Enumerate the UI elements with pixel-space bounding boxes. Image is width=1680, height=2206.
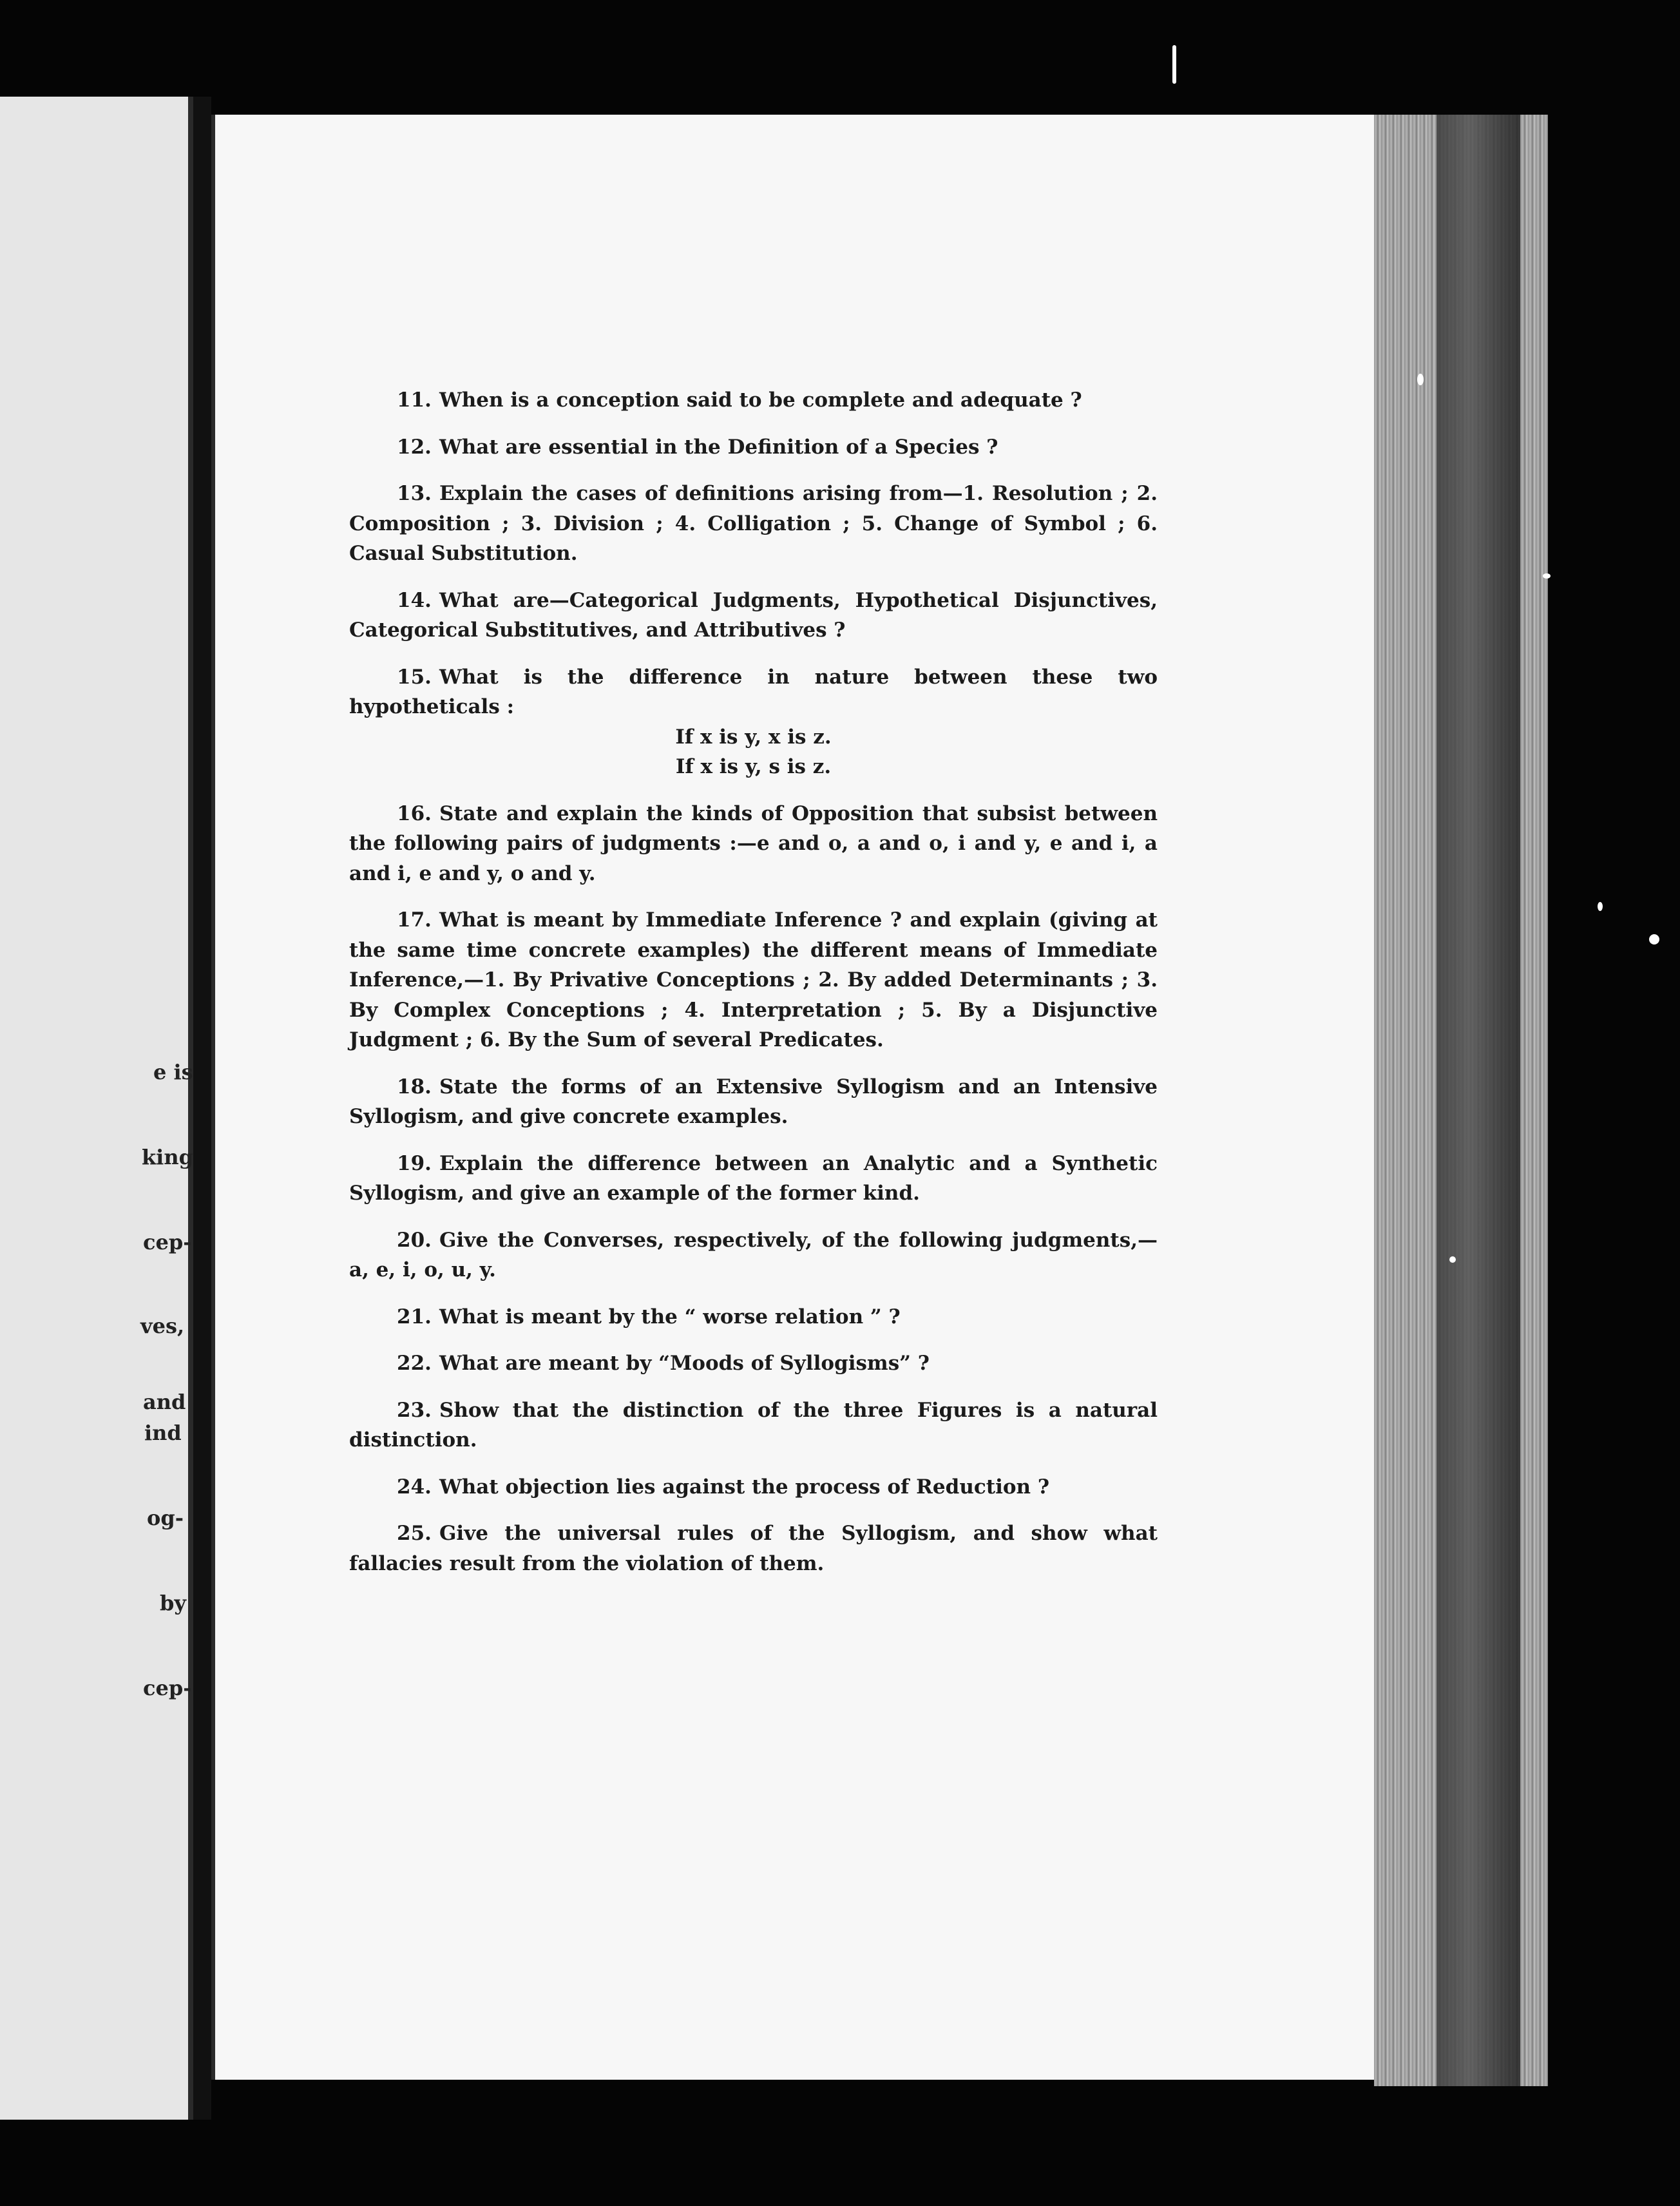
question-text: What are meant by “Moods of Syllogisms” ?: [439, 1352, 930, 1375]
question-number: 19.: [397, 1151, 432, 1175]
question-number: 23.: [397, 1398, 432, 1422]
scan-speck: [1649, 934, 1659, 945]
page-block-shadow: [1437, 115, 1520, 2086]
question-number: 21.: [397, 1305, 432, 1328]
left-page-fragment: og-: [147, 1506, 184, 1530]
question-item: [349, 432, 1158, 463]
question-text: Show that the distinction of the three Figures is a natural distinction.: [349, 1398, 1158, 1452]
left-page-fragment: cep-: [143, 1230, 192, 1254]
question-number: 11.: [397, 388, 432, 412]
question-item: [349, 1149, 1158, 1209]
question-text: What are essential in the Definition of a Species ?: [439, 435, 998, 459]
question-text: Explain the cases of definitions arising from—1. Resolution ; 2. Composition ; 3. Division ; 4. Colligation ; 5. Change of Symbol ; 6. Casual Substitution.: [349, 482, 1158, 565]
question-text: What objection lies against the process of Reduction ?: [439, 1475, 1050, 1499]
left-page-fragment: ves,: [140, 1314, 185, 1338]
scan-speck: [1417, 374, 1424, 385]
left-page-fragment: ind: [144, 1421, 182, 1445]
question-list: [349, 385, 1158, 1595]
scan-speck: [1172, 45, 1176, 84]
question-text: What is the difference in nature between these two hypotheticals :: [349, 665, 1158, 718]
question-text: What is meant by the “ worse relation ” ?: [439, 1305, 901, 1328]
question-item: [349, 1396, 1158, 1455]
question-text: State and explain the kinds of Opposition that subsist between the following pairs of judgments :—e and o, a and o, i and y, e and i, a and i, e and y, o and y.: [349, 801, 1158, 885]
scan-speck: [1543, 573, 1551, 579]
left-page-fragment: cep-: [143, 1676, 192, 1700]
question-number: 22.: [397, 1352, 432, 1375]
book-gutter: [193, 97, 211, 2120]
left-facing-page: [0, 97, 193, 2120]
question-item: [349, 799, 1158, 889]
question-text: Explain the difference between an Analytic and a Synthetic Syllogism, and give an example of the former kind.: [349, 1151, 1158, 1205]
left-page-fragment: king: [142, 1145, 193, 1169]
question-text: What is meant by Immediate Inference ? and explain (giving at the same time concrete examples) the different means of Immediate Inference,—1. By Privative Conceptions ; 2. By added Determinants ; 3. By Complex Conceptions ; 4. Interpretation ; 5. By a Disjunctive Judgment ; 6. By the Sum of several Predicates.: [349, 908, 1158, 1051]
question-text: When is a conception said to be complete and adequate ?: [439, 388, 1082, 412]
question-item: [349, 385, 1158, 416]
left-page-fragment: e is: [153, 1060, 193, 1084]
question-number: 16.: [397, 801, 432, 825]
question-item: [349, 662, 1158, 782]
question-item: [349, 1072, 1158, 1132]
question-item: [349, 1519, 1158, 1578]
question-text: Give the universal rules of the Syllogism, and show what fallacies result from the violation of them.: [349, 1522, 1158, 1575]
question-item: [349, 1302, 1158, 1332]
question-text: State the forms of an Extensive Syllogism and an Intensive Syllogism, and give concrete examples.: [349, 1075, 1158, 1128]
question-item: [349, 479, 1158, 569]
question-number: 13.: [397, 482, 432, 505]
question-number: 25.: [397, 1522, 432, 1545]
question-item: [349, 586, 1158, 646]
question-number: 15.: [397, 665, 432, 689]
question-number: 18.: [397, 1075, 432, 1098]
scan-speck: [1598, 902, 1603, 911]
question-item: [349, 1472, 1158, 1502]
question-item: [349, 1225, 1158, 1285]
question-item: [349, 905, 1158, 1055]
question-text: Give the Converses, respectively, of the following judgments,— a, e, i, o, u, y.: [349, 1228, 1158, 1281]
left-page-fragment: by: [160, 1591, 186, 1615]
question-number: 20.: [397, 1228, 432, 1252]
question-number: 17.: [397, 908, 432, 932]
question-text: What are—Categorical Judgments, Hypothetical Disjunctives, Categorical Substitutives, and Attributives ?: [349, 588, 1158, 642]
question-number: 12.: [397, 435, 432, 459]
left-page-fragment: and: [143, 1390, 186, 1414]
question-item: [349, 1348, 1158, 1379]
scan-speck: [1449, 1256, 1456, 1263]
hypothetical-formula: If x is y, s is z.: [675, 755, 832, 778]
question-number: 24.: [397, 1475, 432, 1499]
question-number: 14.: [397, 588, 432, 612]
hypothetical-formula: If x is y, x is z.: [675, 725, 832, 749]
